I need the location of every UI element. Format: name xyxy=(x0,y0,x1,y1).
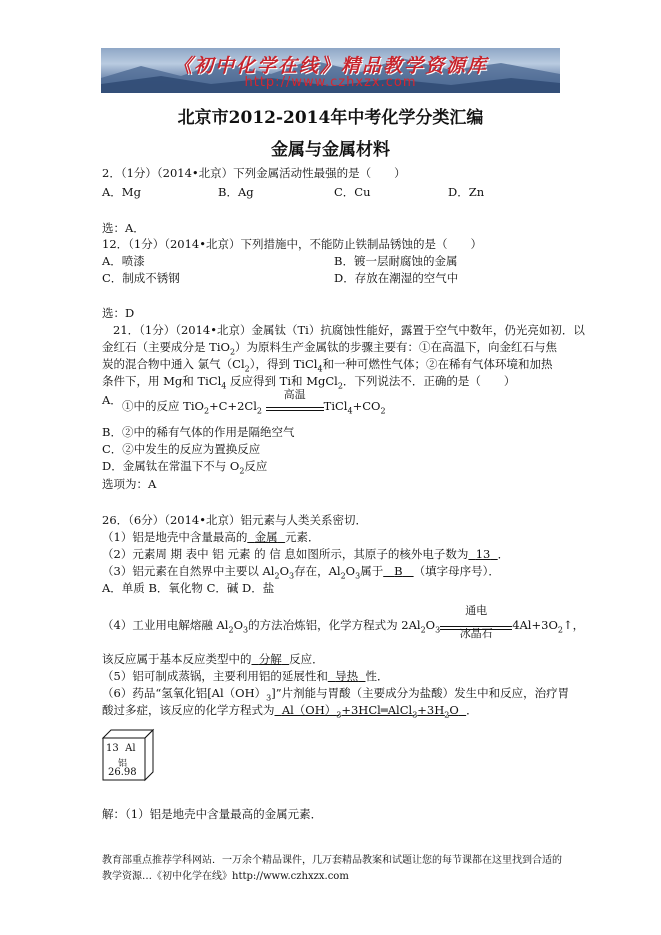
q21-line1: 21．（1分）（2014•北京）金属钛（Ti）抗腐蚀性能好，露置于空气中数年，仍光亮如初．以 xyxy=(113,323,585,337)
q26-part6-equation: 酸过多症，该反应的化学方程式为 $Al(OH)_3+3HCl═AlCl_3+3H_2O$ ． xyxy=(102,703,478,720)
q26-answer6: $Al(OH)_3+3HCl═AlCl_3+3H_2O$ xyxy=(281,703,459,720)
q26-condition-bottom: 冰晶石 xyxy=(459,627,493,640)
q26-part1: （1）铝是地壳中含量最高的 金属 元素． xyxy=(102,530,320,544)
q2-option-d: D．Zn xyxy=(448,185,485,199)
footer-line2: 教学资源…《初中化学在线》http://www.czhxzx.com xyxy=(102,871,349,882)
q26-part4-type: 该反应属于基本反应类型中的 分解 反应． xyxy=(102,652,324,666)
q21-option-a: ①中的反应 $TiO_2+C+2Cl_2$ 高温 $TiCl_4+CO_2$ xyxy=(122,388,386,416)
q26-part3-options: A．单质 B．氧化物 C．碱 D．盐 xyxy=(102,581,275,595)
element-symbol: Al xyxy=(125,743,136,754)
q26-answer4: 分解 xyxy=(258,652,282,666)
element-mass: 26.98 xyxy=(108,767,137,778)
q12-stem: 12．（1分）（2014•北京）下列措施中，不能防止铁制品锈蚀的是（ ） xyxy=(102,237,482,251)
q26-answer3: B xyxy=(394,564,403,578)
header-banner xyxy=(101,48,560,93)
q26-answer5: 导热 xyxy=(335,669,359,683)
footer-line1: 教育部重点推荐学科网站．一万余个精品课件，几万套精品教案和试题让您的每节课都在这里找到合适的 xyxy=(102,855,562,866)
q21-option-a-label: A． xyxy=(102,393,122,407)
q26-answer2: 13 xyxy=(475,547,491,561)
element-name: 铝 xyxy=(118,759,128,769)
q26-condition-top: 通电 xyxy=(465,604,488,617)
q21-line4: 条件下，用 Mg和 TiCl$_4$ 反应得到 Ti和 MgCl$_2$．下列说法不．正确的是（ ） xyxy=(102,374,516,391)
q26-part2: （2）元素周 期 表中 铝 元素 的 信 息如图所示，其原子的核外电子数为 13 ． xyxy=(102,547,510,561)
q26-stem: 26．（6分）（2014•北京）铝元素与人类关系密切． xyxy=(102,513,367,527)
q21-option-b: B．②中的稀有气体的作用是隔绝空气 xyxy=(102,425,295,439)
q2-option-c: C．Cu xyxy=(334,185,371,199)
q21-condition: 高温 xyxy=(283,388,306,401)
q12-option-a: A．喷漆 xyxy=(102,254,145,268)
q12-option-c: C．制成不锈钢 xyxy=(102,271,180,285)
q21-option-d: D．金属钛在常温下不与 $O_2$反应 xyxy=(102,459,268,476)
q2-answer: 选：A． xyxy=(102,221,145,235)
element-info xyxy=(106,743,142,754)
q12-option-b: B．镀一层耐腐蚀的金属 xyxy=(334,254,458,268)
banner-url[interactable]: http://www.czhxzx.com xyxy=(244,75,417,90)
q26-part6: （6）药品“氢氧化铝$[Al(OH)_3]$”片剂能与胃酸（主要成分为盐酸）发生中和反应，治疗胃 xyxy=(102,686,570,703)
q12-option-d: D．存放在潮湿的空气中 xyxy=(334,271,459,285)
q26-part3: （3）铝元素在自然界中主要以 $Al_2O_3$存在，$Al_2O_3$属于 B （填字母序号）． xyxy=(102,564,500,581)
footer-url[interactable]: http://www.czhxzx.com xyxy=(232,871,349,882)
q2-option-b: B．Ag xyxy=(218,185,254,199)
q12-answer: 选：D xyxy=(102,306,135,320)
banner-title: 《初中化学在线》精品教学资源库 xyxy=(172,55,488,77)
q26-part4: （4）工业用电解熔融 $Al_2O_3$的方法冶炼铝，化学方程式为 $2Al_2O_3$ 通电 冰晶石 $4Al+3O_2↑$， xyxy=(102,604,585,640)
page-subtitle: 金属与金属材料 xyxy=(271,140,390,160)
q26-answer1: 金属 xyxy=(254,530,278,544)
q2-stem: 2．（1分）（2014•北京）下列金属活动性最强的是（ ） xyxy=(102,166,406,180)
q26-part5: （5）铝可制成蒸锅，主要利用铝的延展性和 导热 性． xyxy=(102,669,389,683)
q21-line3: 炭的混合物中通入 氯气$(Cl_2)$，得到 TiCl$_4$和一种可燃性气体；②在稀有气体环境和加热 xyxy=(102,357,553,374)
solution-text: 解：（1）铝是地壳中含量最高的金属元素． xyxy=(102,807,323,821)
footer xyxy=(102,853,572,885)
element-number: 13 xyxy=(106,743,119,754)
page-title: 北京市2012-2014年中考化学分类汇编 xyxy=(177,108,484,128)
q2-option-a: A．Mg xyxy=(102,185,141,199)
q21-line2: 金红石（主要成分是 TiO$_2$）为原料生产金属钛的步骤主要有：①在高温下，向金红石与焦 xyxy=(102,340,558,357)
q21-answer: 选项为：A xyxy=(102,477,157,491)
q21-option-c: C．②中发生的反应为置换反应 xyxy=(102,442,261,456)
